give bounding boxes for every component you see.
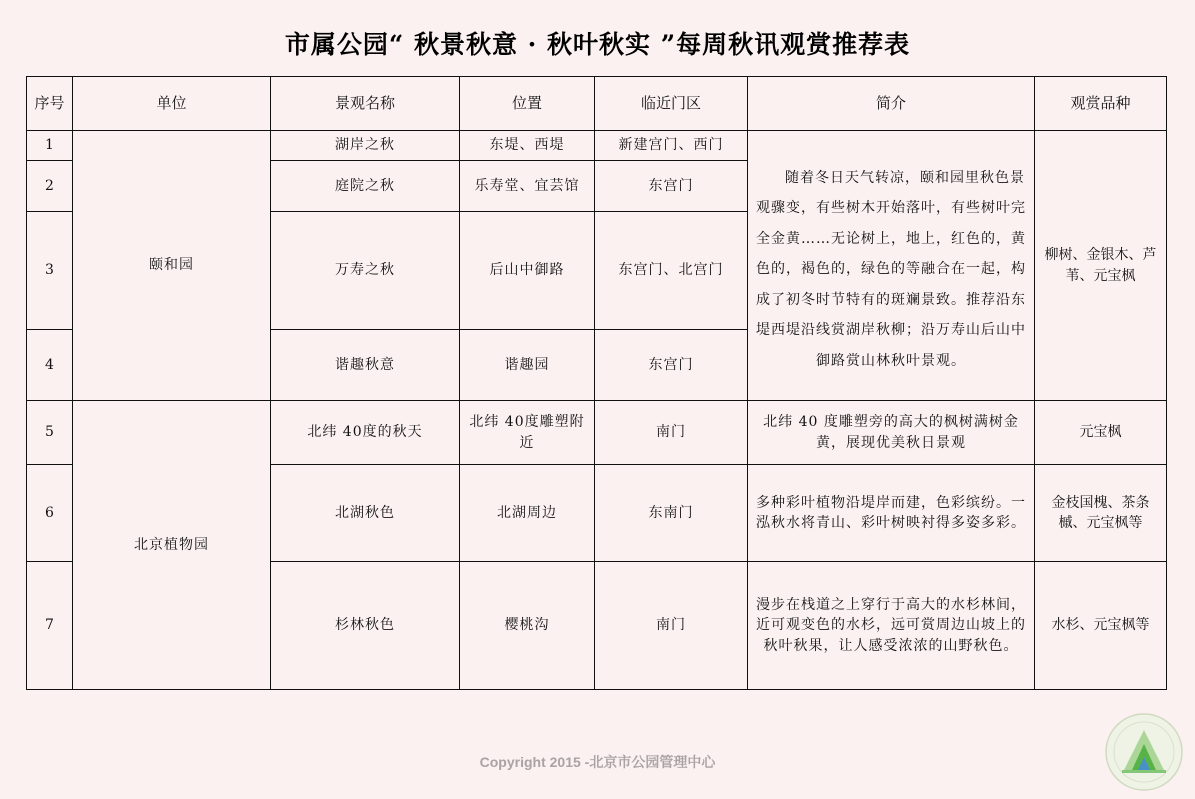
nearby-gate: 东宫门、北宫门: [595, 212, 748, 330]
row-num: 7: [27, 562, 73, 690]
scene-name: 谐趣秋意: [271, 330, 460, 401]
scene-varieties: 柳树、金银木、芦苇、元宝枫: [1035, 131, 1167, 401]
unit-cell: 颐和园: [73, 131, 271, 401]
row-num: 5: [27, 401, 73, 465]
scene-name: 北纬 40度的秋天: [271, 401, 460, 465]
row-num: 2: [27, 161, 73, 212]
header-location: 位置: [460, 77, 595, 131]
scene-varieties: 金枝国槐、茶条槭、元宝枫等: [1035, 465, 1167, 562]
scene-varieties: 水杉、元宝枫等: [1035, 562, 1167, 690]
row-num: 1: [27, 131, 73, 161]
scene-description: 北纬 40 度雕塑旁的高大的枫树满树金黄，展现优美秋日景观: [748, 401, 1035, 465]
nearby-gate: 南门: [595, 401, 748, 465]
nearby-gate: 东宫门: [595, 161, 748, 212]
page-title: 市属公园“ 秋景秋意 · 秋叶秋实 ”每周秋讯观赏推荐表: [284, 30, 911, 59]
header-name: 景观名称: [271, 77, 460, 131]
unit-cell: 北京植物园: [73, 401, 271, 690]
header-num: 序号: [27, 77, 73, 131]
scene-name: 庭院之秋: [271, 161, 460, 212]
scene-location: 北纬 40度雕塑附近: [460, 401, 595, 465]
scene-name: 杉林秋色: [271, 562, 460, 690]
scene-location: 东堤、西堤: [460, 131, 595, 161]
row-num: 3: [27, 212, 73, 330]
scene-location: 谐趣园: [460, 330, 595, 401]
copyright-text: Copyright 2015 -北京市公园管理中心: [479, 754, 716, 770]
scene-varieties: 元宝枫: [1035, 401, 1167, 465]
header-description: 简介: [748, 77, 1035, 131]
scene-location: 樱桃沟: [460, 562, 595, 690]
recommendation-table: [26, 76, 1167, 690]
scene-location: 乐寿堂、宜芸馆: [460, 161, 595, 212]
header-varieties: 观赏品种: [1035, 77, 1167, 131]
row-num: 4: [27, 330, 73, 401]
table-row: [27, 401, 1167, 465]
nearby-gate: 东宫门: [595, 330, 748, 401]
scene-name: 万寿之秋: [271, 212, 460, 330]
header-row: [27, 77, 1167, 131]
row-num: 6: [27, 465, 73, 562]
scene-location: 后山中御路: [460, 212, 595, 330]
scene-name: 湖岸之秋: [271, 131, 460, 161]
park-center-emblem-icon: [1104, 712, 1184, 792]
scene-description: 漫步在栈道之上穿行于高大的水杉林间，近可观变色的水杉，远可赏周边山坡上的秋叶秋果，让人感受浓浓的山野秋色。: [748, 562, 1035, 690]
scene-description: 随着冬日天气转凉，颐和园里秋色景观骤变，有些树木开始落叶，有些树叶完全金黄……无论树上，地上，红色的，黄色的，褐色的，绿色的等融合在一起，构成了初冬时节特有的斑斓景致。推荐沿东堤西堤沿线赏湖岸秋柳；沿万寿山后山中御路赏山林秋叶景观。: [748, 131, 1035, 401]
header-unit: 单位: [73, 77, 271, 131]
scene-location: 北湖周边: [460, 465, 595, 562]
table-row: [27, 131, 1167, 161]
nearby-gate: 南门: [595, 562, 748, 690]
nearby-gate: 东南门: [595, 465, 748, 562]
header-gate: 临近门区: [595, 77, 748, 131]
nearby-gate: 新建宫门、西门: [595, 131, 748, 161]
scene-description: 多种彩叶植物沿堤岸而建，色彩缤纷。一泓秋水将青山、彩叶树映衬得多姿多彩。: [748, 465, 1035, 562]
scene-name: 北湖秋色: [271, 465, 460, 562]
